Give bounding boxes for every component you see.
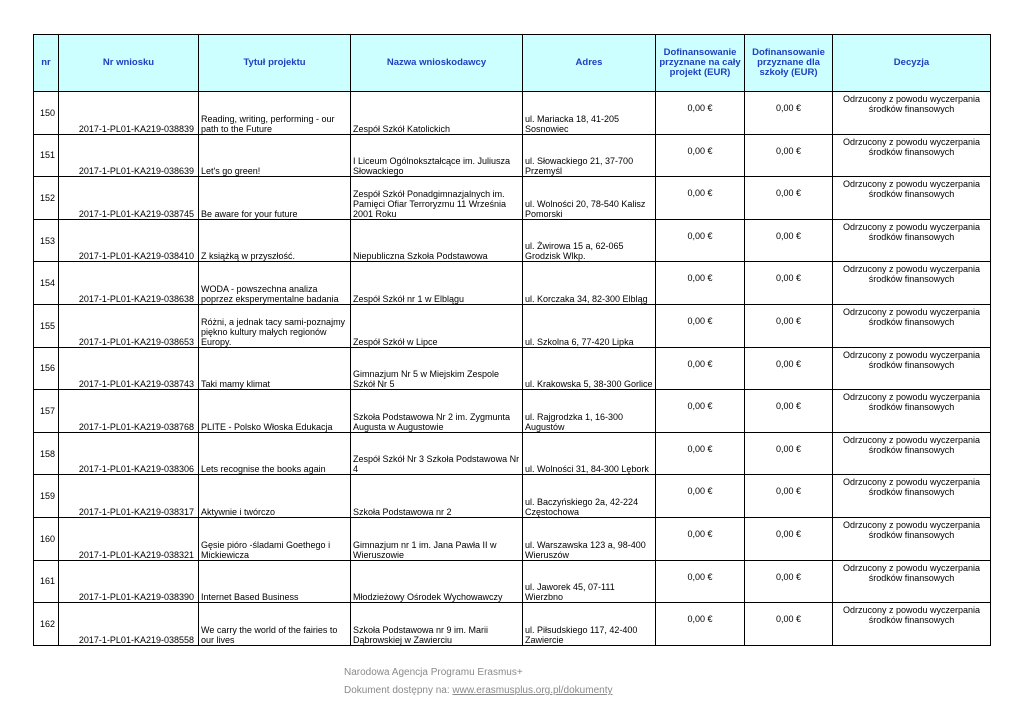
cell-nr: 161: [34, 560, 59, 603]
cell-applicant-name: Szkoła Podstawowa Nr 2 im. Zygmunta Augusta w Augustowie: [351, 390, 523, 433]
cell-applicant-name: Szkoła Podstawowa nr 9 im. Marii Dąbrowskiej w Zawierciu: [351, 603, 523, 646]
cell-nr: 153: [34, 219, 59, 262]
cell-funding-school: 0,00 €: [745, 219, 833, 262]
cell-funding-project: 0,00 €: [656, 390, 745, 433]
cell-decision: Odrzucony z powodu wyczerpania środków finansowych: [833, 177, 991, 220]
table-row: [34, 219, 991, 262]
cell-nr: 160: [34, 517, 59, 560]
footer-doc-prefix: Dokument dostępny na:: [344, 685, 450, 696]
cell-decision: Odrzucony z powodu wyczerpania środków finansowych: [833, 432, 991, 475]
cell-applicant-name: Zespół Szkół Katolickich: [351, 92, 523, 135]
cell-address: ul. Mariacka 18, 41-205 Sosnowiec: [523, 92, 656, 135]
header-application-no: Nr wniosku: [59, 35, 199, 92]
cell-project-title: PLITE - Polsko Włoska Edukacja: [199, 390, 351, 433]
footer-doc-line: [344, 682, 612, 700]
cell-applicant-name: Szkoła Podstawowa nr 2: [351, 475, 523, 518]
cell-decision: Odrzucony z powodu wyczerpania środków finansowych: [833, 603, 991, 646]
cell-applicant-name: Gimnazjum nr 1 im. Jana Pawła II w Wieruszowie: [351, 517, 523, 560]
cell-applicant-name: Zespół Szkół w Lipce: [351, 304, 523, 347]
cell-funding-school: 0,00 €: [745, 304, 833, 347]
cell-project-title: Taki mamy klimat: [199, 347, 351, 390]
table-header: [34, 35, 991, 92]
cell-application-no: 2017-1-PL01-KA219-038839: [59, 92, 199, 135]
cell-nr: 158: [34, 432, 59, 475]
cell-funding-school: 0,00 €: [745, 475, 833, 518]
table-row: [34, 432, 991, 475]
results-table-sheet: [33, 34, 991, 646]
table-row: [34, 560, 991, 603]
cell-nr: 152: [34, 177, 59, 220]
cell-funding-school: 0,00 €: [745, 603, 833, 646]
cell-application-no: 2017-1-PL01-KA219-038745: [59, 177, 199, 220]
cell-applicant-name: Zespół Szkół Nr 3 Szkoła Podstawowa Nr 4: [351, 432, 523, 475]
cell-decision: Odrzucony z powodu wyczerpania środków finansowych: [833, 517, 991, 560]
table-row: [34, 92, 991, 135]
cell-funding-project: 0,00 €: [656, 262, 745, 305]
cell-funding-project: 0,00 €: [656, 347, 745, 390]
cell-funding-school: 0,00 €: [745, 177, 833, 220]
cell-application-no: 2017-1-PL01-KA219-038321: [59, 517, 199, 560]
cell-funding-project: 0,00 €: [656, 219, 745, 262]
cell-application-no: 2017-1-PL01-KA219-038558: [59, 603, 199, 646]
cell-funding-school: 0,00 €: [745, 390, 833, 433]
header-project-title: Tytuł projektu: [199, 35, 351, 92]
cell-funding-project: 0,00 €: [656, 92, 745, 135]
cell-address: ul. Korczaka 34, 82-300 Elbląg: [523, 262, 656, 305]
cell-address: ul. Rajgrodzka 1, 16-300 Augustów: [523, 390, 656, 433]
cell-funding-project: 0,00 €: [656, 134, 745, 177]
cell-applicant-name: Zespół Szkół Ponadgimnazjalnych im. Pamięci Ofiar Terroryzmu 11 Września 2001 Roku: [351, 177, 523, 220]
cell-applicant-name: I Liceum Ogólnokształcące im. Juliusza Słowackiego: [351, 134, 523, 177]
footer-agency: Narodowa Agencja Programu Erasmus+: [344, 667, 523, 678]
cell-project-title: We carry the world of the fairies to our lives: [199, 603, 351, 646]
cell-nr: 154: [34, 262, 59, 305]
table-row: [34, 262, 991, 305]
cell-nr: 159: [34, 475, 59, 518]
cell-nr: 157: [34, 390, 59, 433]
cell-funding-project: 0,00 €: [656, 475, 745, 518]
cell-project-title: WODA - powszechna analiza poprzez eksperymentalne badania: [199, 262, 351, 305]
cell-funding-school: 0,00 €: [745, 432, 833, 475]
cell-funding-school: 0,00 €: [745, 347, 833, 390]
cell-funding-school: 0,00 €: [745, 517, 833, 560]
cell-application-no: 2017-1-PL01-KA219-038638: [59, 262, 199, 305]
cell-decision: Odrzucony z powodu wyczerpania środków finansowych: [833, 92, 991, 135]
cell-nr: 162: [34, 603, 59, 646]
results-table: [33, 34, 991, 646]
table-row: [34, 603, 991, 646]
cell-applicant-name: Młodzieżowy Ośrodek Wychowawczy: [351, 560, 523, 603]
cell-application-no: 2017-1-PL01-KA219-038768: [59, 390, 199, 433]
cell-address: ul. Krakowska 5, 38-300 Gorlice: [523, 347, 656, 390]
header-funding-school: Dofinansowanie przyznane dla szkoły (EUR): [745, 35, 833, 92]
cell-project-title: Aktywnie i twórczo: [199, 475, 351, 518]
cell-decision: Odrzucony z powodu wyczerpania środków finansowych: [833, 560, 991, 603]
table-row: [34, 390, 991, 433]
cell-decision: Odrzucony z powodu wyczerpania środków finansowych: [833, 219, 991, 262]
cell-address: ul. Warszawska 123 a, 98-400 Wieruszów: [523, 517, 656, 560]
header-address: Adres: [523, 35, 656, 92]
cell-address: ul. Jaworek 45, 07-111 Wierzbno: [523, 560, 656, 603]
cell-nr: 150: [34, 92, 59, 135]
table-row: [34, 475, 991, 518]
cell-funding-school: 0,00 €: [745, 92, 833, 135]
cell-application-no: 2017-1-PL01-KA219-038410: [59, 219, 199, 262]
cell-funding-project: 0,00 €: [656, 560, 745, 603]
cell-application-no: 2017-1-PL01-KA219-038653: [59, 304, 199, 347]
cell-application-no: 2017-1-PL01-KA219-038639: [59, 134, 199, 177]
cell-decision: Odrzucony z powodu wyczerpania środków finansowych: [833, 347, 991, 390]
table-row: [34, 347, 991, 390]
cell-application-no: 2017-1-PL01-KA219-038306: [59, 432, 199, 475]
cell-decision: Odrzucony z powodu wyczerpania środków finansowych: [833, 390, 991, 433]
cell-address: ul. Szkolna 6, 77-420 Lipka: [523, 304, 656, 347]
cell-funding-project: 0,00 €: [656, 432, 745, 475]
cell-nr: 155: [34, 304, 59, 347]
cell-funding-school: 0,00 €: [745, 134, 833, 177]
header-decision: Decyzja: [833, 35, 991, 92]
header-nr: nr: [34, 35, 59, 92]
cell-project-title: Let's go green!: [199, 134, 351, 177]
cell-decision: Odrzucony z powodu wyczerpania środków finansowych: [833, 262, 991, 305]
cell-project-title: Gęsie pióro -śladami Goethego i Mickiewicza: [199, 517, 351, 560]
cell-funding-project: 0,00 €: [656, 603, 745, 646]
cell-nr: 156: [34, 347, 59, 390]
cell-project-title: Internet Based Business: [199, 560, 351, 603]
footer-doc-link[interactable]: www.erasmusplus.org.pl/dokumenty: [452, 685, 613, 696]
cell-funding-project: 0,00 €: [656, 517, 745, 560]
cell-application-no: 2017-1-PL01-KA219-038743: [59, 347, 199, 390]
cell-address: ul. Baczyńskiego 2a, 42-224 Częstochowa: [523, 475, 656, 518]
cell-decision: Odrzucony z powodu wyczerpania środków finansowych: [833, 304, 991, 347]
table-row: [34, 517, 991, 560]
cell-address: ul. Wolności 31, 84-300 Lębork: [523, 432, 656, 475]
cell-decision: Odrzucony z powodu wyczerpania środków finansowych: [833, 134, 991, 177]
cell-project-title: Reading, writing, performing - our path to the Future: [199, 92, 351, 135]
cell-funding-school: 0,00 €: [745, 262, 833, 305]
table-row: [34, 134, 991, 177]
cell-project-title: Różni, a jednak tacy sami-poznajmy piękno kultury małych regionów Europy.: [199, 304, 351, 347]
cell-address: ul. Wolności 20, 78-540 Kalisz Pomorski: [523, 177, 656, 220]
cell-project-title: Be aware for your future: [199, 177, 351, 220]
table-row: [34, 177, 991, 220]
cell-applicant-name: Niepubliczna Szkoła Podstawowa: [351, 219, 523, 262]
header-funding-project: Dofinansowanie przyznane na cały projekt (EUR): [656, 35, 745, 92]
cell-project-title: Lets recognise the books again: [199, 432, 351, 475]
cell-nr: 151: [34, 134, 59, 177]
cell-application-no: 2017-1-PL01-KA219-038390: [59, 560, 199, 603]
cell-address: ul. Słowackiego 21, 37-700 Przemyśl: [523, 134, 656, 177]
cell-funding-project: 0,00 €: [656, 177, 745, 220]
cell-address: ul. Żwirowa 15 a, 62-065 Grodzisk Wlkp.: [523, 219, 656, 262]
header-applicant-name: Nazwa wnioskodawcy: [351, 35, 523, 92]
cell-applicant-name: Gimnazjum Nr 5 w Miejskim Zespole Szkół Nr 5: [351, 347, 523, 390]
cell-address: ul. Piłsudskiego 117, 42-400 Zawiercie: [523, 603, 656, 646]
cell-funding-school: 0,00 €: [745, 560, 833, 603]
table-body: [34, 92, 991, 646]
cell-decision: Odrzucony z powodu wyczerpania środków finansowych: [833, 475, 991, 518]
cell-applicant-name: Zespół Szkół nr 1 w Elblągu: [351, 262, 523, 305]
cell-application-no: 2017-1-PL01-KA219-038317: [59, 475, 199, 518]
cell-project-title: Z książką w przyszłość.: [199, 219, 351, 262]
cell-funding-project: 0,00 €: [656, 304, 745, 347]
table-row: [34, 304, 991, 347]
page-footer: [344, 664, 612, 700]
